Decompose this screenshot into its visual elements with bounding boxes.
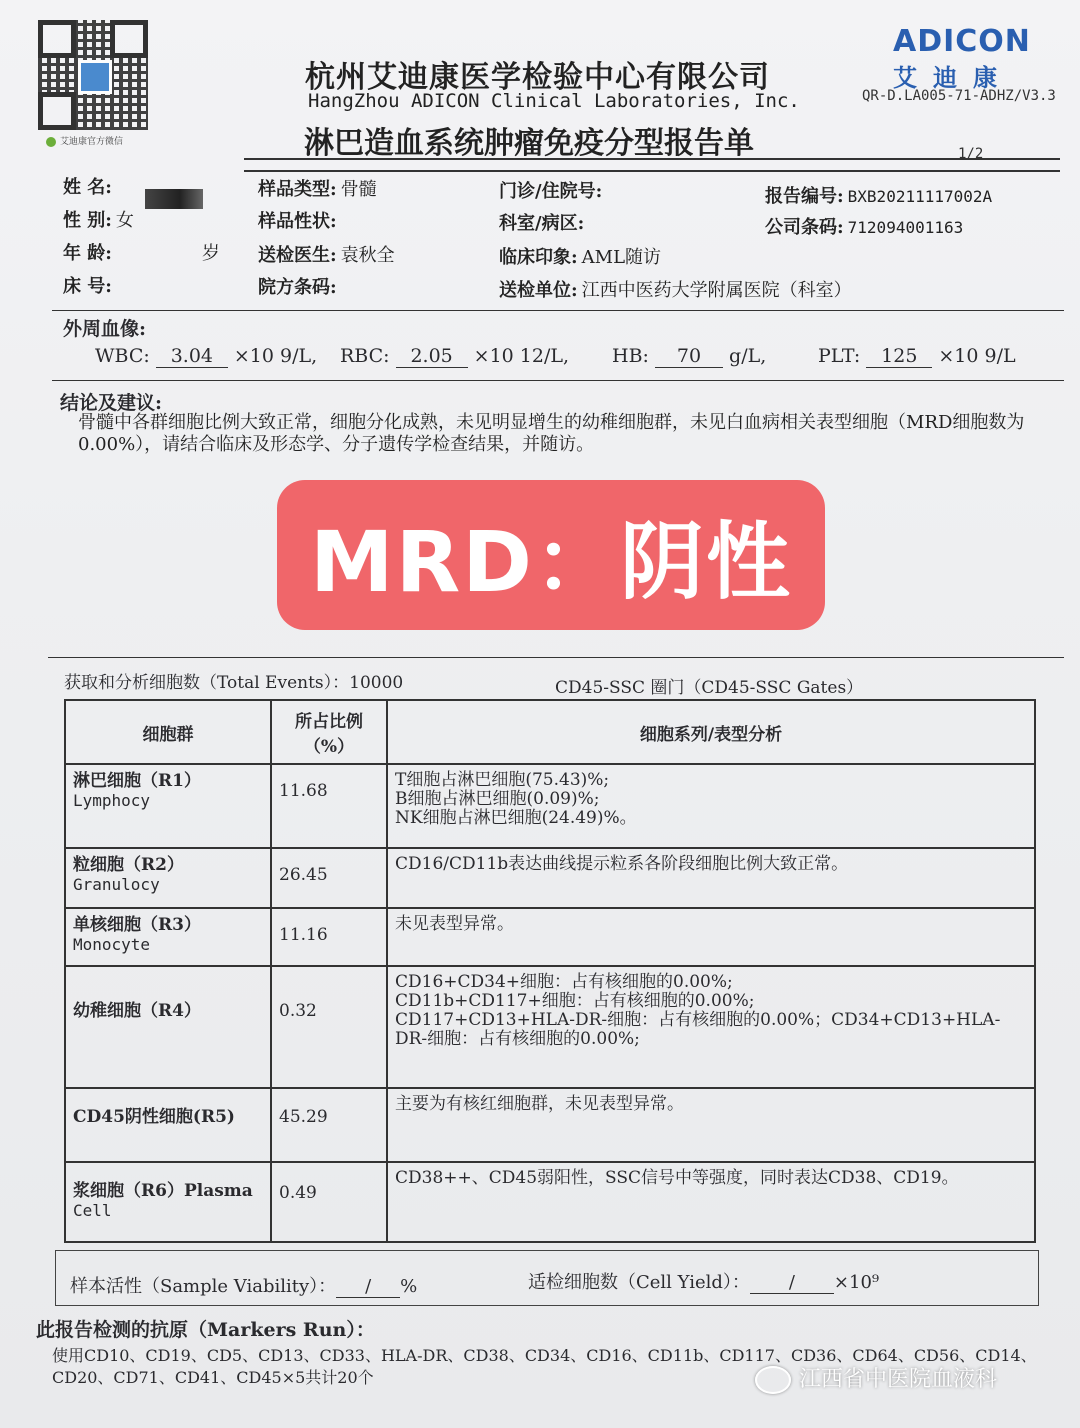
table-row: [65, 1088, 1035, 1162]
sample-viability-field: 样本活性（Sample Viability）： / %: [70, 1276, 418, 1297]
blood-divider: [52, 380, 1064, 381]
total-events: 获取和分析细胞数（Total Events）：10000: [64, 673, 404, 693]
qr-code: [38, 20, 148, 130]
qr-caption: 艾迪康官方微信: [46, 134, 123, 147]
phenotype-line: 未见表型异常。: [395, 914, 514, 934]
info-divider: [52, 310, 1064, 311]
population-name-en: Cell: [73, 1201, 112, 1220]
header-percentage: 所占比例（%）: [271, 700, 387, 764]
table-row: [65, 966, 1035, 1088]
clinical-impression-field: 临床印象: AML随访: [499, 247, 662, 268]
table-row: [65, 1162, 1035, 1242]
header-divider: [244, 158, 1060, 160]
age-field: 年 龄: 岁: [63, 243, 220, 264]
population-percentage: 26.45: [271, 848, 387, 908]
company-name-cn: 杭州艾迪康医学检验中心有限公司: [305, 60, 770, 95]
header-phenotype: 细胞系列/表型分析: [387, 700, 1035, 764]
phenotype-line: CD38++、CD45弱阳性，SSC信号中等强度，同时表达CD38、CD19。: [395, 1168, 959, 1188]
analysis-divider: [48, 657, 1064, 658]
report-number-field: 报告编号: BXB20211117002A: [765, 186, 993, 207]
population-name: 淋巴细胞（R1）: [73, 771, 201, 791]
gating-info: CD45-SSC 圈门（CD45-SSC Gates）: [555, 678, 864, 698]
phenotype-line: T细胞占淋巴细胞(75.43)%;: [395, 770, 610, 790]
doctor-field: 送检医生: 袁秋全: [258, 245, 395, 266]
population-name: 单核细胞（R3）: [73, 915, 201, 935]
markers-list: 使用CD10、CD19、CD5、CD13、CD33、HLA-DR、CD38、CD34、CD16、CD11b、CD117、CD36、CD64、CD56、CD14、CD20、CD71、CD41、CD45×5共计20个: [52, 1346, 1037, 1387]
blood-section-title: 外周血像:: [63, 318, 147, 340]
population-name: 浆细胞（R6）Plasma: [73, 1181, 253, 1201]
header-divider-2: [244, 170, 1060, 172]
population-name: CD45阴性细胞(R5): [73, 1107, 235, 1127]
population-percentage: 11.16: [271, 908, 387, 966]
sex-field: 性 别: 女: [63, 210, 134, 231]
phenotype-line: CD11b+CD117+细胞：占有核细胞的0.00%;: [395, 991, 755, 1011]
markers-title: 此报告检测的抗原（Markers Run）：: [36, 1319, 375, 1341]
conclusion-text: 骨髓中各群细胞比例大致正常，细胞分化成熟，未见明显增生的幼稚细胞群，未见白血病相关表型细胞（MRD细胞数为0.00%），请结合临床及形态学、分子遗传学检查结果，并随访。: [78, 412, 1025, 455]
phenotype-line: 主要为有核红细胞群，未见表型异常。: [395, 1094, 684, 1114]
hb-field: HB: 70 g/L,: [612, 345, 767, 367]
phenotype-line: CD16/CD11b表达曲线提示粒系各阶段细胞比例大致正常。: [395, 854, 849, 874]
table-header-row: [65, 700, 1035, 764]
watermark: 江西省中医院血液科: [755, 1362, 997, 1394]
cell-population-table: [64, 699, 1036, 1243]
rbc-field: RBC: 2.05 ×10 12/L,: [340, 345, 570, 367]
submitting-unit-field: 送检单位: 江西中医药大学附属医院（科室）: [499, 280, 852, 301]
company-logo-cn: 艾迪康: [893, 63, 1013, 92]
sample-state-field: 样品性状:: [258, 211, 337, 232]
phenotype-line: CD16+CD34+细胞：占有核细胞的0.00%;: [395, 972, 733, 992]
table-row: [65, 908, 1035, 966]
conclusion-title: 结论及建议:: [60, 392, 163, 414]
company-barcode-field: 公司条码: 712094001163: [765, 217, 964, 238]
sample-type-field: 样品类型: 骨髓: [258, 179, 377, 200]
population-percentage: 11.68: [271, 764, 387, 848]
department-field: 科室/病区:: [499, 213, 585, 234]
phenotype-line: NK细胞占淋巴细胞(24.49)%。: [395, 808, 637, 828]
bed-field: 床 号:: [63, 276, 112, 297]
population-percentage: 0.49: [271, 1162, 387, 1242]
population-percentage: 45.29: [271, 1088, 387, 1162]
cell-yield-field: 适检细胞数（Cell Yield）： / ×10⁹: [528, 1272, 880, 1293]
document-code: QR-D.LA005-71-ADHZ/V3.3: [862, 88, 1056, 104]
report-title: 淋巴造血系统肿瘤免疫分型报告单: [304, 126, 754, 161]
population-name-en: Monocyte: [73, 935, 151, 954]
table-row: [65, 848, 1035, 908]
page-number: 1/2: [958, 146, 984, 162]
table-row: [65, 764, 1035, 848]
header-population: 细胞群: [65, 700, 271, 764]
visit-number-field: 门诊/住院号:: [499, 181, 603, 202]
name-field: 姓 名:: [63, 177, 112, 198]
wechat-icon: [755, 1366, 791, 1394]
wbc-field: WBC: 3.04 ×10 9/L,: [95, 345, 318, 367]
phenotype-line: CD117+CD13+HLA-DR-细胞：占有核细胞的0.00%；CD34+CD13+HLA-DR-细胞：占有核细胞的0.00%;: [395, 1010, 1001, 1049]
phenotype-line: B细胞占淋巴细胞(0.09)%;: [395, 789, 600, 809]
population-percentage: 0.32: [271, 966, 387, 1088]
population-name: 粒细胞（R2）: [73, 855, 184, 875]
company-logo-en: ADICON: [893, 24, 1031, 59]
population-name: 幼稚细胞（R4）: [73, 1001, 201, 1021]
plt-field: PLT: 125 ×10 9/L: [818, 345, 1016, 367]
mrd-result-banner: MRD：阴性: [277, 480, 825, 630]
population-name-en: Granulocy: [73, 875, 160, 894]
hospital-barcode-field: 院方条码:: [258, 277, 337, 298]
redacted-name: [145, 189, 203, 209]
population-name-en: Lymphocy: [73, 791, 151, 810]
company-name-en: HangZhou ADICON Clinical Laboratories, Inc.: [308, 90, 800, 112]
